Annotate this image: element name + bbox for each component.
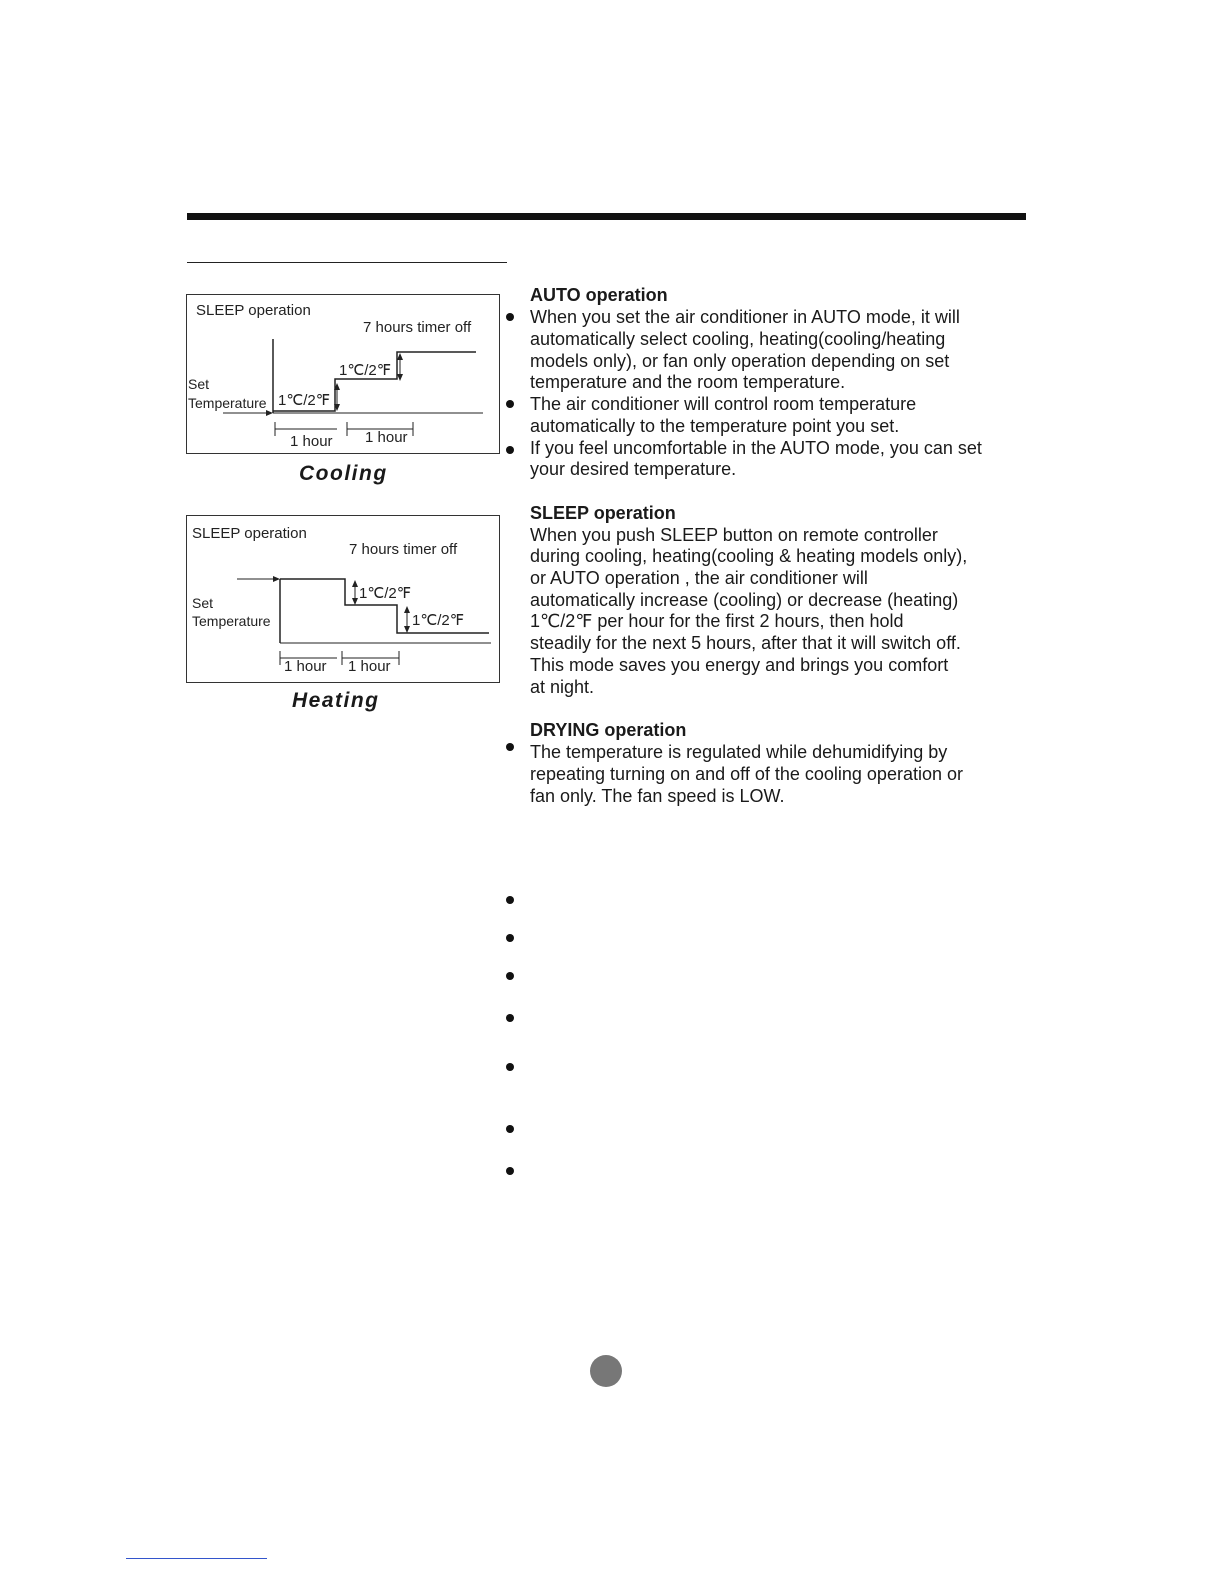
cooling-title: SLEEP operation <box>196 302 311 319</box>
empty-bullet <box>506 1125 514 1133</box>
auto-heading: AUTO operation <box>530 285 668 305</box>
sleep-line: 1℃/2℉ per hour for the first 2 hours, then hold <box>530 611 904 631</box>
bullet-dot <box>506 446 514 454</box>
bullet-dot <box>506 313 514 321</box>
drying-line: The temperature is regulated while dehumidifying by <box>530 742 948 762</box>
heating-caption: Heating <box>292 689 380 712</box>
cooling-caption: Cooling <box>299 462 388 485</box>
sleep-line: automatically increase (cooling) or decrease (heating) <box>530 590 959 610</box>
auto-line: your desired temperature. <box>530 459 737 479</box>
cooling-diagram <box>186 294 500 454</box>
sleep-line: or AUTO operation , the air conditioner will <box>530 568 868 588</box>
empty-bullet <box>506 1014 514 1022</box>
auto-line: automatically to the temperature point you set. <box>530 416 900 436</box>
cooling-temperature-label: Temperature <box>188 395 267 411</box>
cooling-hour1-label: 1 hour <box>290 433 333 450</box>
cooling-lower-step-label: 1℃/2℉ <box>278 392 330 409</box>
drying-line: repeating turning on and off of the cooling operation or <box>530 764 963 784</box>
cooling-arrowhead <box>266 410 273 416</box>
footer-link-underline[interactable] <box>126 1558 267 1559</box>
cooling-timer-label: 7 hours timer off <box>363 319 472 336</box>
bullet-dot <box>506 743 514 751</box>
auto-line: When you set the air conditioner in AUTO mode, it will <box>530 307 960 327</box>
empty-bullet <box>506 1063 514 1071</box>
drying-heading: DRYING operation <box>530 720 687 740</box>
sleep-line: during cooling, heating(cooling & heating models only), <box>530 546 968 566</box>
heating-title: SLEEP operation <box>192 525 307 542</box>
auto-line: If you feel uncomfortable in the AUTO mode, you can set <box>530 438 982 458</box>
cooling-hour2-label: 1 hour <box>365 429 408 446</box>
bullet-dot <box>506 400 514 408</box>
heating-diagram <box>186 515 500 683</box>
heating-arrowhead <box>273 576 280 582</box>
cooling-upper-dim-bottom <box>397 374 403 381</box>
heating-hour2-label: 1 hour <box>348 658 391 675</box>
sleep-line: steadily for the next 5 hours, after that it will switch off. <box>530 633 961 653</box>
empty-bullet <box>506 1167 514 1175</box>
sleep-line: at night. <box>530 677 595 697</box>
heating-set-label: Set <box>192 595 214 611</box>
sleep-heading: SLEEP operation <box>530 503 676 523</box>
auto-line: automatically select cooling, heating(cooling/heating <box>530 329 946 349</box>
cooling-set-label: Set <box>188 376 210 392</box>
page-number-badge <box>590 1355 622 1387</box>
empty-bullet <box>506 896 514 904</box>
sleep-line: This mode saves you energy and brings you comfort <box>530 655 949 675</box>
heating-lower-step-label: 1℃/2℉ <box>412 612 464 629</box>
heating-upper-step-label: 1℃/2℉ <box>359 585 411 602</box>
sleep-line: When you push SLEEP button on remote controller <box>530 525 938 545</box>
drying-line: fan only. The fan speed is LOW. <box>530 786 785 806</box>
empty-bullet <box>506 972 514 980</box>
heating-hour1-label: 1 hour <box>284 658 327 675</box>
auto-line: The air conditioner will control room temperature <box>530 394 917 414</box>
empty-bullet <box>506 934 514 942</box>
heating-timer-label: 7 hours timer off <box>349 541 458 558</box>
section-rule <box>187 262 507 263</box>
cooling-upper-step-label: 1℃/2℉ <box>339 362 391 379</box>
heating-temperature-label: Temperature <box>192 613 271 629</box>
auto-line: temperature and the room temperature. <box>530 372 846 392</box>
auto-line: models only), or fan only operation depending on set <box>530 351 950 371</box>
cooling-upper-dim-top <box>397 353 403 360</box>
header-rule <box>187 213 1026 220</box>
